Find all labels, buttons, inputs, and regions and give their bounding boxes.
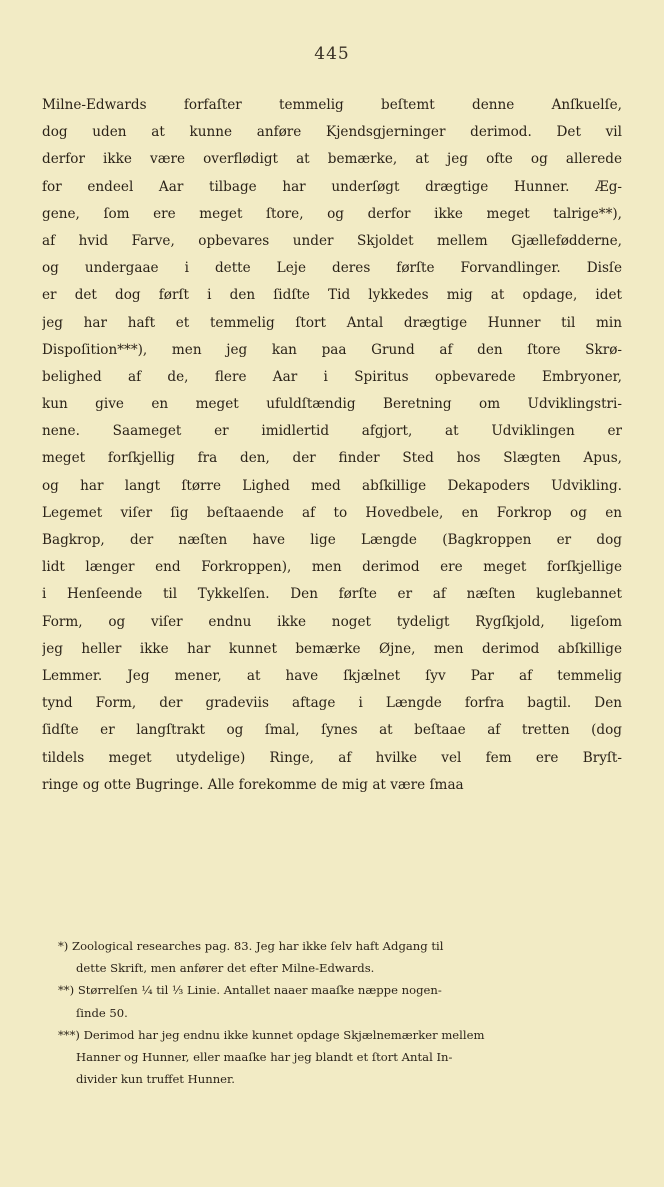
body-text <box>42 92 622 799</box>
body-line: dog uden at kunne anføre Kjendsgjerninger derimod. Det vil <box>42 124 622 141</box>
footnote-text: Zoological researches pag. 83. Jeg har ikke ſelv haft Adgang til <box>72 939 444 953</box>
body-line: ringe og otte Bugringe. Alle forekomme de mig at være ſmaa <box>42 776 464 793</box>
footnote-text: Størrelſen ¼ til ⅓ Linie. Antallet naaer maaſke næppe nogen- <box>77 983 442 998</box>
footnote-line <box>58 1024 624 1046</box>
footnote-1 <box>58 935 624 979</box>
footnote-line: ſinde 50. <box>76 1005 128 1020</box>
footnote-marker: **) <box>58 983 75 998</box>
body-line: og har langt ſtørre Lighed med abſkillige Dekapoders Udvikling. <box>42 477 622 494</box>
body-line: lidt længer end Forkroppen), men derimod ere meget forſkjellige <box>42 559 622 576</box>
footnote-line: Hanner og Hunner, eller maaſke har jeg blandt et ſtort Antal In- <box>76 1049 453 1064</box>
footnotes <box>58 935 624 1090</box>
body-line: i Henſeende til Tykkelſen. Den førſte er af næſten kuglebannet <box>42 586 622 603</box>
footnote-marker: *) <box>58 939 69 953</box>
body-line: tynd Form, der gradeviis aftage i Længde forfra bagtil. Den <box>42 695 622 712</box>
footnote-3 <box>58 1024 624 1091</box>
body-line: belighed af de, flere Aar i Spiritus opbevarede Embryoner, <box>42 368 622 385</box>
footnote-line: divider kun truffet Hunner. <box>76 1072 235 1087</box>
body-line: for endeel Aar tilbage har underſøgt drægtige Hunner. Æg- <box>42 178 622 195</box>
footnote-2 <box>58 979 624 1023</box>
body-line: gene, ſom ere meget ſtore, og derfor ikke meget talrige**), <box>42 205 622 222</box>
footnote-line: dette Skrift, men anfører det efter Milne-Edwards. <box>76 961 375 976</box>
body-line: Milne-Edwards forfaſter temmelig beſtemt denne Anſkuelſe, <box>42 97 622 113</box>
body-line: Dispoſition***), men jeg kan paa Grund af den ſtore Skrø- <box>42 341 622 358</box>
body-line: Legemet viſer ſig beſtaaende af to Hovedbele, en Forkrop og en <box>42 504 622 521</box>
body-line: tildels meget utydelige) Ringe, af hvilke vel fem ere Bryſt- <box>42 749 622 766</box>
body-line: Lemmer. Jeg mener, at have ſkjælnet ſyv Par af temmelig <box>42 667 622 684</box>
body-line: Form, og viſer endnu ikke noget tydeligt Rygſkjold, ligeſom <box>42 613 622 630</box>
body-line: jeg har haft et temmelig ſtort Antal drægtige Hunner til min <box>42 314 622 331</box>
body-line: meget forſkjellig fra den, der finder Sted hos Slægten Apus, <box>42 450 622 467</box>
page-number: 445 <box>314 44 350 64</box>
body-line: af hvid Farve, opbevares under Skjoldet mellem Gjællefødderne, <box>42 232 622 249</box>
body-line: jeg heller ikke har kunnet bemærke Øjne, men derimod abſkillige <box>42 640 622 657</box>
footnote-line <box>58 979 624 1001</box>
footnote-line <box>58 935 624 957</box>
body-line: ſidſte er langſtrakt og ſmal, ſynes at beſtaae af tretten (dog <box>42 722 622 739</box>
body-line: derfor ikke være overflødigt at bemærke, at jeg ofte og allerede <box>42 151 622 168</box>
footnote-text: Derimod har jeg endnu ikke kunnet opdage Skjælnemærker mellem <box>83 1027 485 1042</box>
body-line: Bagkrop, der næſten have lige Længde (Bagkroppen er dog <box>42 532 622 548</box>
body-line: er det dog førſt i den ſidſte Tid lykkedes mig at opdage, idet <box>42 287 622 304</box>
body-line: og undergaae i dette Leje deres førſte Forvandlinger. Disſe <box>42 260 622 277</box>
body-line: kun give en meget ufuldſtændig Beretning om Udviklingstri- <box>42 396 622 413</box>
footnote-marker: ***) <box>58 1027 80 1042</box>
body-line: nene. Saameget er imidlertid afgjort, at Udviklingen er <box>42 423 622 440</box>
